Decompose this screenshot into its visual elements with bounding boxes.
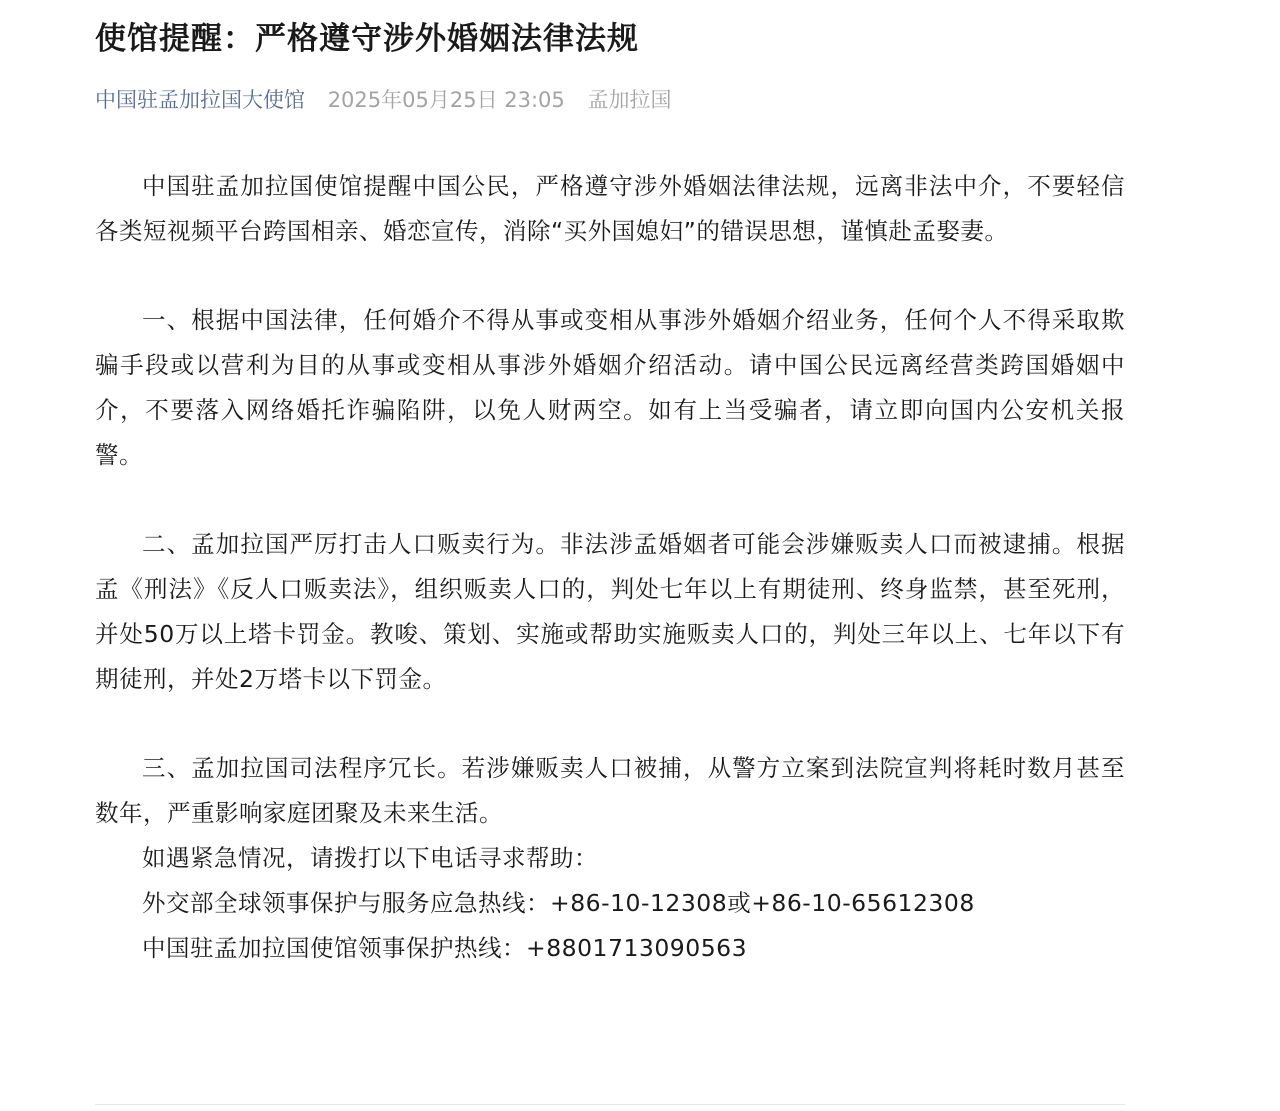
article-body xyxy=(95,164,1125,971)
article-title: 使馆提醒：严格遵守涉外婚姻法律法规 xyxy=(95,21,639,57)
publish-location: 孟加拉国 xyxy=(587,88,672,112)
article xyxy=(95,0,1125,1111)
account-name-link[interactable]: 中国驻孟加拉国大使馆 xyxy=(95,88,305,112)
paragraph-point-2: 二、孟加拉国严厉打击人口贩卖行为。非法涉孟婚姻者可能会涉嫌贩卖人口而被逮捕。根据孟《刑法》《反人口贩卖法》，组织贩卖人口的，判处七年以上有期徒刑、终身监禁，甚至死刑，并处50万以上塔卡罚金。教唆、策划、实施或帮助实施贩卖人口的，判处三年以上、七年以下有期徒刑，并处2万塔卡以下罚金。 xyxy=(95,530,1125,693)
publish-date: 2025年05月25日 23:05 xyxy=(327,88,565,112)
paragraph-point-3: 三、孟加拉国司法程序冗长。若涉嫌贩卖人口被捕，从警方立案到法院宣判将耗时数月甚至数年，严重影响家庭团聚及未来生活。 xyxy=(95,754,1125,827)
article-meta xyxy=(95,84,671,116)
hotline-mfa[interactable]: 外交部全球领事保护与服务应急热线：+86-10-12308或+86-10-65612308 xyxy=(142,889,975,917)
emergency-intro: 如遇紧急情况，请拨打以下电话寻求帮助： xyxy=(142,844,598,872)
bottom-divider xyxy=(95,1104,1125,1105)
hotline-embassy[interactable]: 中国驻孟加拉国使馆领事保护热线：+8801713090563 xyxy=(142,934,748,962)
paragraph-intro: 中国驻孟加拉国使馆提醒中国公民，严格遵守涉外婚姻法律法规，远离非法中介，不要轻信各类短视频平台跨国相亲、婚恋宣传，消除“买外国媳妇”的错误思想，谨慎赴孟娶妻。 xyxy=(95,172,1125,245)
paragraph-point-1: 一、根据中国法律，任何婚介不得从事或变相从事涉外婚姻介绍业务，任何个人不得采取欺骗手段或以营利为目的从事或变相从事涉外婚姻介绍活动。请中国公民远离经营类跨国婚姻中介，不要落入网络婚托诈骗陷阱，以免人财两空。如有上当受骗者，请立即向国内公安机关报警。 xyxy=(95,306,1125,469)
